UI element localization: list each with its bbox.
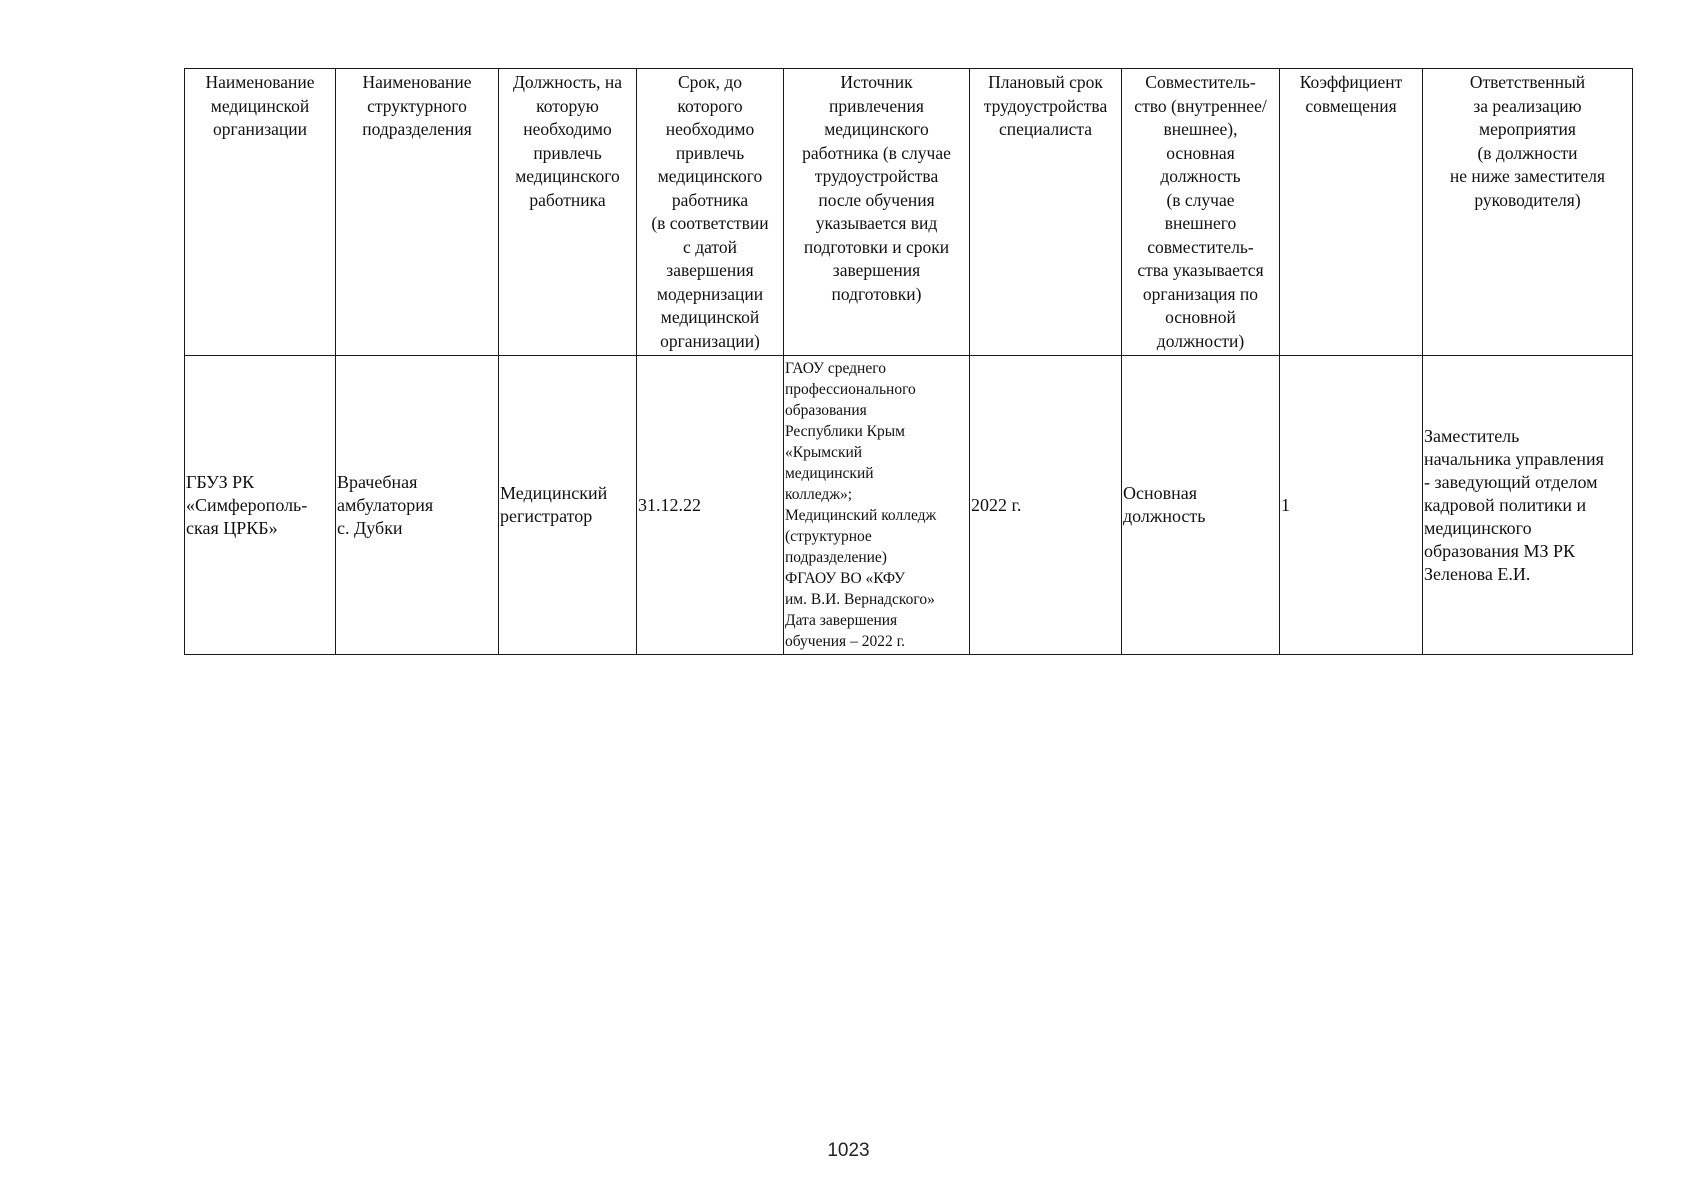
header-cell-planned-term: Плановый срок трудоустройства специалиста bbox=[970, 69, 1122, 356]
header-cell-position: Должность, на которую необходимо привлечь медицинского работника bbox=[499, 69, 637, 356]
header-cell-deadline: Срок, до которого необходимо привлечь медицинского работника (в соответствии с датой завершения модернизации медицинской организации) bbox=[637, 69, 784, 356]
header-cell-coefficient: Коэффициент совмещения bbox=[1280, 69, 1423, 356]
header-cell-organization: Наименование медицинской организации bbox=[185, 69, 336, 356]
page-number: 1023 bbox=[827, 1140, 870, 1161]
table-row bbox=[185, 356, 1633, 655]
header-cell-source: Источник привлечения медицинского работника (в случае трудоустройства после обучения указывается вид подготовки и сроки завершения подготовки) bbox=[784, 69, 970, 356]
cell-combination: Основная должность bbox=[1122, 356, 1280, 655]
staffing-table bbox=[184, 68, 1633, 655]
cell-planned-term: 2022 г. bbox=[970, 356, 1122, 655]
cell-responsible: Заместитель начальника управления - заведующий отделом кадровой политики и медицинского образования МЗ РК Зеленова Е.И. bbox=[1423, 356, 1633, 655]
header-cell-responsible: Ответственный за реализацию мероприятия (в должности не ниже заместителя руководителя) bbox=[1423, 69, 1633, 356]
header-cell-combination: Совместитель- ство (внутреннее/ внешнее), основная должность (в случае внешнего совместитель- ства указывается организация по основной должности) bbox=[1122, 69, 1280, 356]
cell-organization: ГБУЗ РК «Симферополь- ская ЦРКБ» bbox=[185, 356, 336, 655]
header-cell-subdivision: Наименование структурного подразделения bbox=[336, 69, 499, 356]
cell-coefficient: 1 bbox=[1280, 356, 1423, 655]
cell-source: ГАОУ среднего профессионального образования Республики Крым «Крымский медицинский колледж»; Медицинский колледж (структурное подразделение) ФГАОУ ВО «КФУ им. В.И. Вернадского» Дата завершения обучения – 2022 г. bbox=[784, 356, 970, 655]
header-row bbox=[185, 69, 1633, 356]
cell-deadline: 31.12.22 bbox=[637, 356, 784, 655]
cell-subdivision: Врачебная амбулатория с. Дубки bbox=[336, 356, 499, 655]
cell-position: Медицинский регистратор bbox=[499, 356, 637, 655]
